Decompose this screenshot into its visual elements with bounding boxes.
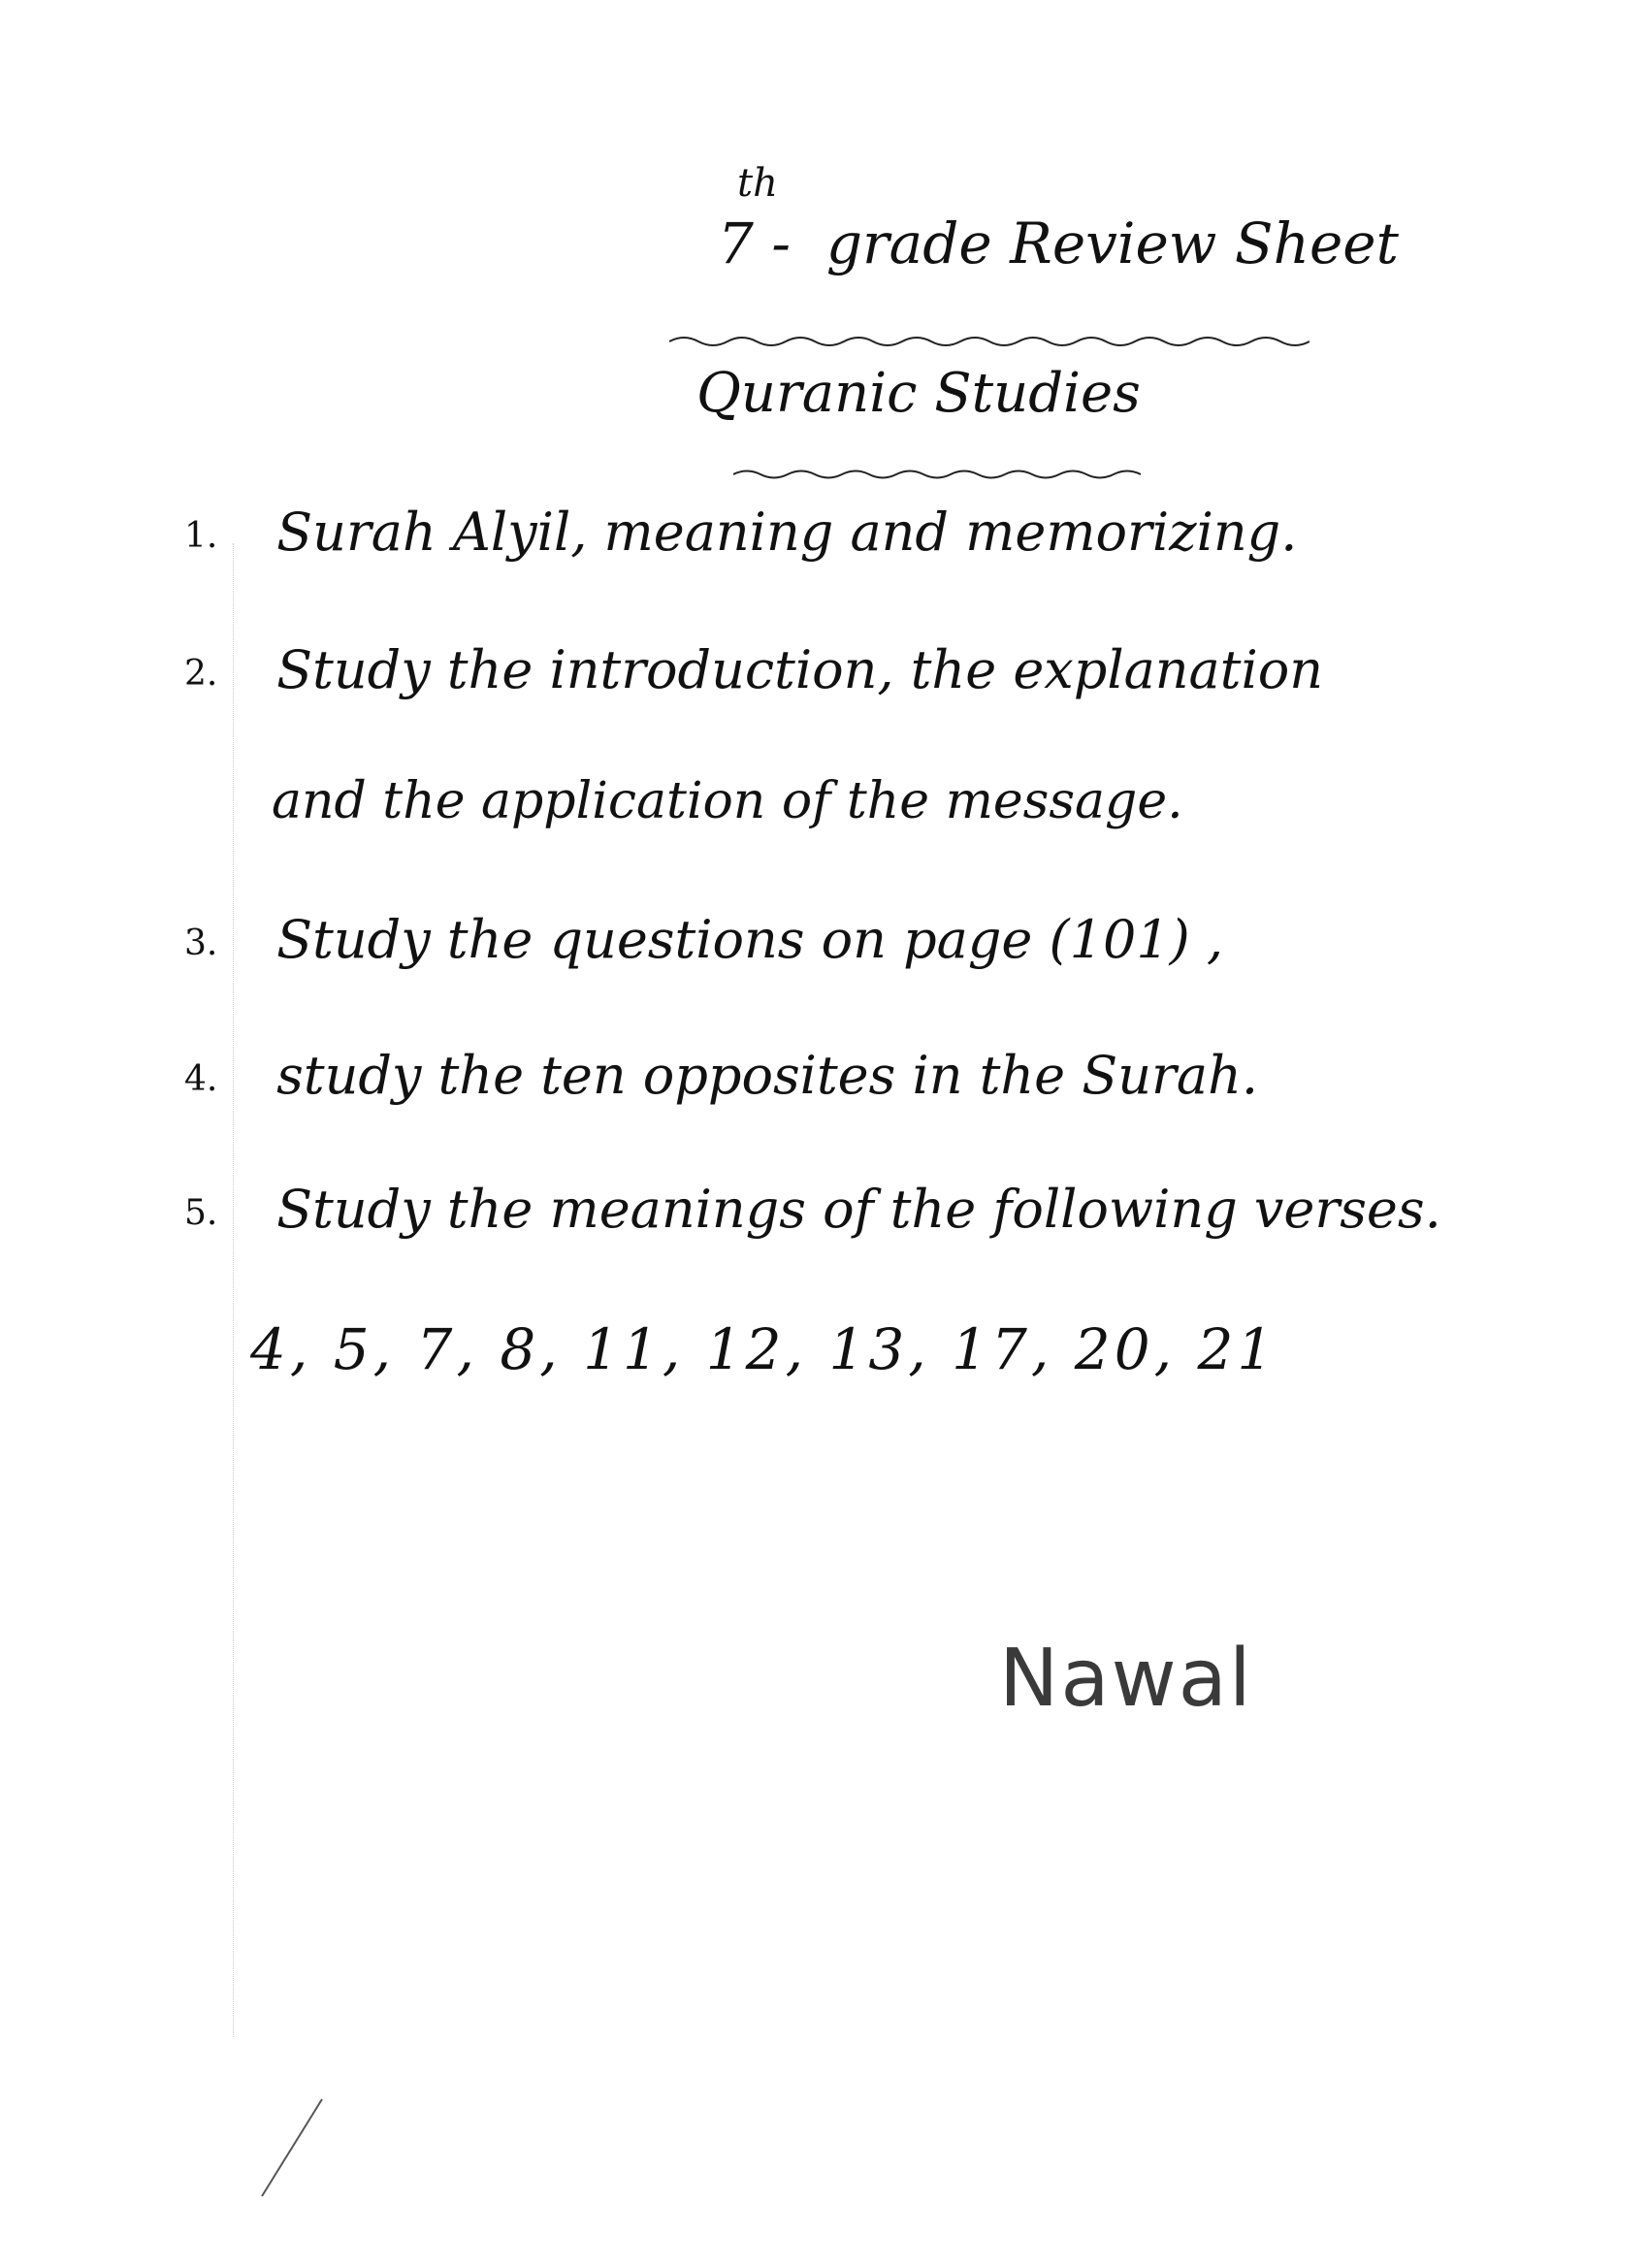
margin-rule (233, 543, 234, 2037)
grade-number (718, 161, 778, 276)
subtitle-squiggle-underline (733, 464, 1141, 485)
item-text: Surah Alyil, meaning and memorizing. (276, 502, 1298, 563)
sheet-subtitle: Quranic Studies (696, 362, 1141, 425)
grade-suffix: th (737, 161, 778, 206)
item-text: Study the questions on page (101) , (276, 909, 1224, 970)
grade-number-text: 7 (718, 211, 754, 276)
item-text: Study the introduction, the explanation (276, 639, 1324, 700)
item-text: study the ten opposites in the Surah. (276, 1045, 1259, 1106)
item-text: Study the meanings of the following verses. (276, 1179, 1441, 1240)
dash: - (771, 211, 809, 276)
item-number: 2. (184, 654, 218, 694)
list-item (184, 502, 1298, 563)
signature: Nawal (999, 1633, 1253, 1725)
stray-pen-mark (254, 2095, 332, 2202)
item-number: 4. (184, 1059, 218, 1099)
title-squiggle-underline (669, 330, 1310, 353)
sheet-title (718, 161, 1399, 276)
title-text: grade Review Sheet (825, 211, 1399, 276)
verses-list: 4, 5, 7, 8, 11, 12, 13, 17, 20, 21 (250, 1316, 1277, 1382)
list-item (184, 1179, 1441, 1240)
item-number: 3. (184, 923, 218, 963)
item-number: 5. (184, 1193, 218, 1233)
list-item (184, 1045, 1259, 1106)
list-item (184, 639, 1324, 700)
item-number: 1. (184, 516, 218, 556)
list-item (184, 909, 1224, 970)
list-item-continuation: and the application of the message. (272, 772, 1183, 830)
